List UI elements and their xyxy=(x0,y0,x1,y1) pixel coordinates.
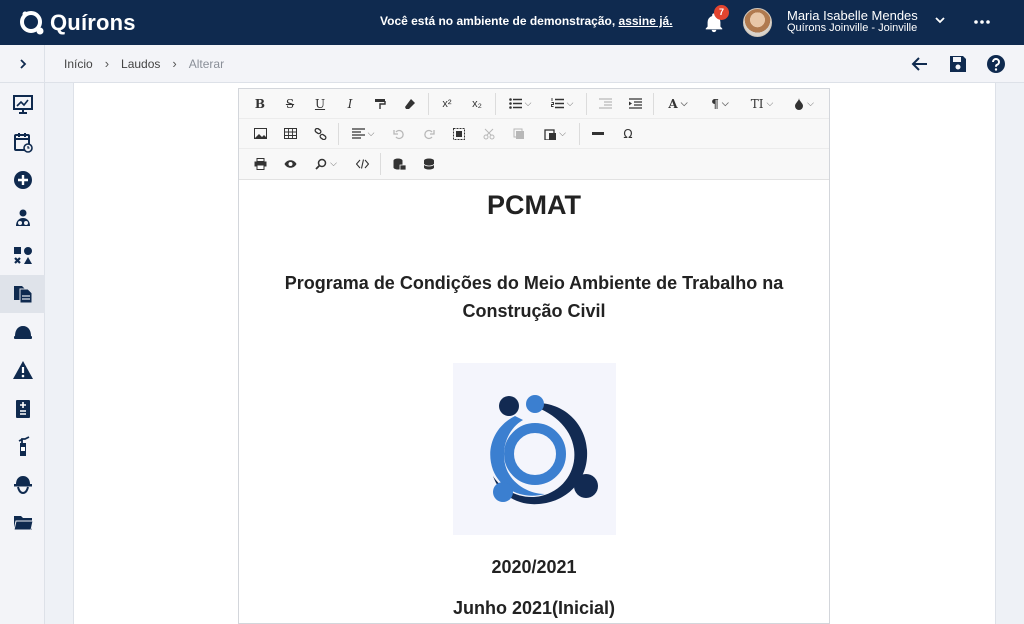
sidebar-item-folder[interactable] xyxy=(0,503,45,541)
sidebar-item-clipboard[interactable] xyxy=(0,389,45,427)
sidebar-item-safety-helmet[interactable] xyxy=(0,465,45,503)
chevron-down-icon: ⌵ xyxy=(559,128,566,139)
app-name: Quírons xyxy=(50,9,136,35)
subscript-button[interactable]: x₂ xyxy=(472,97,482,110)
chevron-down-icon: ⌵ xyxy=(367,128,375,139)
indent-icon xyxy=(629,98,642,109)
toolbar-row-3 xyxy=(239,149,829,179)
fields-button[interactable] xyxy=(414,152,444,176)
eye-icon xyxy=(284,159,297,169)
italic-button[interactable]: I xyxy=(347,96,353,111)
demo-message xyxy=(380,14,673,28)
chevron-right-icon xyxy=(17,58,29,70)
chevron-down-icon: ⌵ xyxy=(680,98,688,109)
insert-table-button[interactable] xyxy=(275,122,305,146)
shapes-icon xyxy=(12,245,34,267)
subscribe-link[interactable]: assine já. xyxy=(618,14,673,28)
insert-image-button[interactable] xyxy=(245,122,275,146)
breadcrumb-current: Alterar xyxy=(188,56,225,71)
toolbar-separator xyxy=(428,93,429,115)
folder-icon xyxy=(12,511,34,533)
app-logo[interactable] xyxy=(0,9,300,37)
undo-button[interactable] xyxy=(384,122,414,146)
horizontal-rule-icon xyxy=(592,132,604,136)
find-replace-button[interactable] xyxy=(305,152,347,176)
chevron-down-icon: ⌵ xyxy=(721,98,729,109)
clipboard-icon xyxy=(12,397,34,419)
paragraph-button[interactable] xyxy=(699,92,741,116)
preview-button[interactable] xyxy=(275,152,305,176)
warning-icon xyxy=(12,359,34,381)
sidebar-item-shapes[interactable] xyxy=(0,237,45,275)
safety-helmet-icon xyxy=(12,473,34,495)
database-icon xyxy=(393,158,406,170)
print-button[interactable] xyxy=(245,152,275,176)
demo-message-text: Você está no ambiente de demonstração, xyxy=(380,14,616,28)
editor-content[interactable] xyxy=(239,190,829,619)
toolbar-separator xyxy=(495,93,496,115)
indent-button[interactable] xyxy=(620,92,650,116)
font-color-button[interactable] xyxy=(657,92,699,116)
notification-badge: 7 xyxy=(714,5,729,20)
text-size-button[interactable] xyxy=(741,92,783,116)
outdent-icon xyxy=(599,98,612,109)
droplet-icon xyxy=(794,98,804,110)
chevron-right-icon: › xyxy=(104,56,110,71)
bold-button[interactable]: B xyxy=(254,96,266,111)
editor-toolbar xyxy=(239,89,829,180)
paint-roller-icon xyxy=(374,98,386,110)
document-period: 2020/2021 xyxy=(491,557,577,577)
redo-icon xyxy=(423,128,435,140)
database-fields-icon xyxy=(423,158,436,170)
helmet-icon xyxy=(12,321,34,343)
chevron-down-icon: ⌵ xyxy=(566,98,574,109)
user-menu[interactable] xyxy=(787,9,918,35)
chevron-down-icon: ⌵ xyxy=(807,98,814,109)
scissors-icon xyxy=(483,128,495,140)
redo-button[interactable] xyxy=(414,122,444,146)
document-title: PCMAT xyxy=(487,190,581,220)
document-subtitle: Programa de Condições do Meio Ambiente de Trabalho na Construção Civil xyxy=(284,273,784,321)
page-actions xyxy=(910,54,1006,74)
superscript-button[interactable]: x² xyxy=(442,97,452,110)
font-color-icon: A xyxy=(668,96,678,111)
printer-icon xyxy=(254,158,267,170)
toolbar-separator xyxy=(380,153,381,175)
breadcrumb-laudos[interactable]: Laudos xyxy=(121,56,161,71)
dashboard-icon xyxy=(12,93,34,115)
table-icon xyxy=(284,128,297,139)
sidebar-item-documents[interactable] xyxy=(0,275,45,313)
sidebar-item-dashboard[interactable] xyxy=(0,85,45,123)
select-all-button[interactable] xyxy=(444,122,474,146)
underline-button[interactable]: U xyxy=(314,96,326,111)
toolbar-separator xyxy=(653,93,654,115)
toolbar-row-1 xyxy=(239,89,829,119)
user-name: Maria Isabelle Mendes xyxy=(787,8,918,23)
sidebar-item-warning[interactable] xyxy=(0,351,45,389)
breadcrumb xyxy=(45,45,1024,83)
insert-link-button[interactable] xyxy=(305,122,335,146)
chevron-right-icon: › xyxy=(172,56,177,71)
cut-button[interactable] xyxy=(474,122,504,146)
outdent-button[interactable] xyxy=(590,92,620,116)
calendar-icon xyxy=(12,131,34,153)
company-logo-icon xyxy=(467,382,602,517)
toolbar-separator xyxy=(579,123,580,145)
highlight-color-button[interactable] xyxy=(783,92,825,116)
save-icon[interactable] xyxy=(948,54,968,74)
template-button[interactable] xyxy=(384,152,414,176)
workers-icon xyxy=(12,207,34,229)
sidebar-item-extinguisher[interactable] xyxy=(0,427,45,465)
undo-icon xyxy=(393,128,405,140)
text-size-icon: TI xyxy=(750,96,764,111)
align-button[interactable] xyxy=(342,122,384,146)
document-date: Junho 2021(Inicial) xyxy=(452,598,616,618)
sidebar-item-calendar[interactable] xyxy=(0,123,45,161)
toolbar-separator xyxy=(338,123,339,145)
image-icon xyxy=(254,128,267,139)
breadcrumb-home[interactable]: Início xyxy=(64,56,93,71)
copy-icon xyxy=(513,128,525,140)
toolbar-separator xyxy=(586,93,587,115)
eraser-icon xyxy=(404,98,416,110)
source-code-button[interactable] xyxy=(347,152,377,176)
sidebar-toggle[interactable] xyxy=(0,45,45,83)
chevron-down-icon: ⌵ xyxy=(524,98,532,109)
paste-button[interactable] xyxy=(534,122,576,146)
chevron-down-icon: ⌵ xyxy=(766,98,774,109)
bullet-list-icon xyxy=(509,98,522,109)
paragraph-icon: ¶ xyxy=(711,96,719,111)
quirons-logo-icon xyxy=(18,9,46,37)
documents-icon xyxy=(12,283,34,305)
rich-text-editor[interactable] xyxy=(238,88,830,624)
horizontal-rule-button[interactable] xyxy=(583,122,613,146)
link-icon xyxy=(314,128,327,140)
chevron-down-icon[interactable] xyxy=(934,14,946,26)
numbered-list-icon xyxy=(551,98,564,109)
sidebar xyxy=(0,45,45,624)
back-arrow-icon[interactable] xyxy=(910,54,930,74)
bullet-list-button[interactable] xyxy=(499,92,541,116)
sidebar-item-add[interactable] xyxy=(0,161,45,199)
avatar[interactable] xyxy=(743,8,772,37)
align-left-icon xyxy=(352,128,365,139)
document-logo xyxy=(453,363,616,535)
search-icon xyxy=(315,158,327,170)
help-icon[interactable] xyxy=(986,54,1006,74)
sidebar-item-workers[interactable] xyxy=(0,199,45,237)
top-bar xyxy=(0,0,1024,45)
special-char-button[interactable]: Ω xyxy=(623,126,633,141)
numbered-list-button[interactable] xyxy=(541,92,583,116)
copy-button[interactable] xyxy=(504,122,534,146)
sidebar-item-helmet[interactable] xyxy=(0,313,45,351)
code-icon xyxy=(356,159,369,169)
user-company: Quírons Joinville - Joinville xyxy=(787,22,918,34)
select-all-icon xyxy=(453,128,465,140)
format-painter-button[interactable] xyxy=(365,92,395,116)
paste-icon xyxy=(544,128,556,140)
more-options-icon[interactable] xyxy=(973,13,991,31)
extinguisher-icon xyxy=(12,435,34,457)
toolbar-row-2 xyxy=(239,119,829,149)
add-circle-icon xyxy=(12,169,34,191)
strikethrough-button[interactable]: S xyxy=(285,96,295,111)
clear-format-button[interactable] xyxy=(395,92,425,116)
chevron-down-icon: ⌵ xyxy=(330,159,337,169)
